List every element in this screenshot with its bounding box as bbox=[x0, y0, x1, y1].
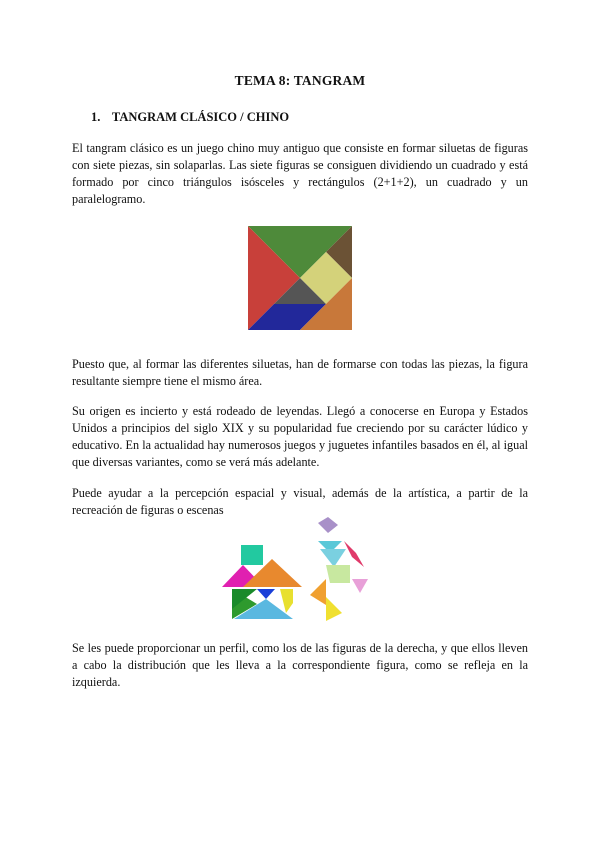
section-number: 1. bbox=[91, 110, 101, 124]
paragraph-origin: Su origen es incierto y está rodeado de leyendas. Llegó a conocerse en Europa y Estados Unidos a principios del siglo XIX y su popularidad fue creciendo por su carácter lúdico y educativo. En la actualidad hay numerosos juegos y juguetes infantiles basados en él, al igual que diversas variantes, como se verá más adelante. bbox=[72, 404, 528, 469]
person-leg-orange bbox=[310, 579, 326, 605]
paragraph-perception: Puede ayudar a la percepción espacial y visual, además de la artística, a partir de la recreación de figuras o escenas bbox=[72, 486, 528, 517]
paragraph-profile: Se les puede proporcionar un perfil, como los de las figuras de la derecha, y que ellos lleven a cabo la distribución que les lleva a la correspondiente figura, como se refleja en la izquierda. bbox=[72, 641, 528, 689]
person-body-lightblue bbox=[320, 549, 346, 567]
paragraph-area: Puesto que, al formar las diferentes siluetas, han de formarse con todas las piezas, la figura resultante siempre tiene el mismo área. bbox=[72, 357, 528, 388]
house-wall-blue-top bbox=[257, 589, 275, 599]
house-chimney bbox=[241, 545, 263, 565]
section-heading bbox=[91, 110, 289, 125]
tangram-person-icon bbox=[308, 517, 372, 621]
tangram-house-icon bbox=[220, 543, 306, 621]
person-hand-pink bbox=[352, 579, 368, 593]
paragraph-intro: El tangram clásico es un juego chino muy antiguo que consiste en formar siluetas de figuras con siete piezas, sin solaparlas. Las siete figuras se consiguen dividiendo un cuadrado y está formado por cinco triángulos isósceles y rectángulos (2+1+2), un cuadrado y un paralelogramo. bbox=[72, 141, 528, 206]
person-head bbox=[318, 517, 338, 533]
person-leg-yellow bbox=[326, 597, 342, 621]
section-title: TANGRAM CLÁSICO / CHINO bbox=[111, 110, 290, 124]
page-title: TEMA 8: TANGRAM bbox=[234, 73, 366, 88]
house-wall-yellow bbox=[280, 589, 293, 613]
person-body-lime bbox=[326, 565, 350, 583]
tangram-square-icon bbox=[248, 226, 352, 330]
person-arm-red bbox=[344, 541, 364, 567]
